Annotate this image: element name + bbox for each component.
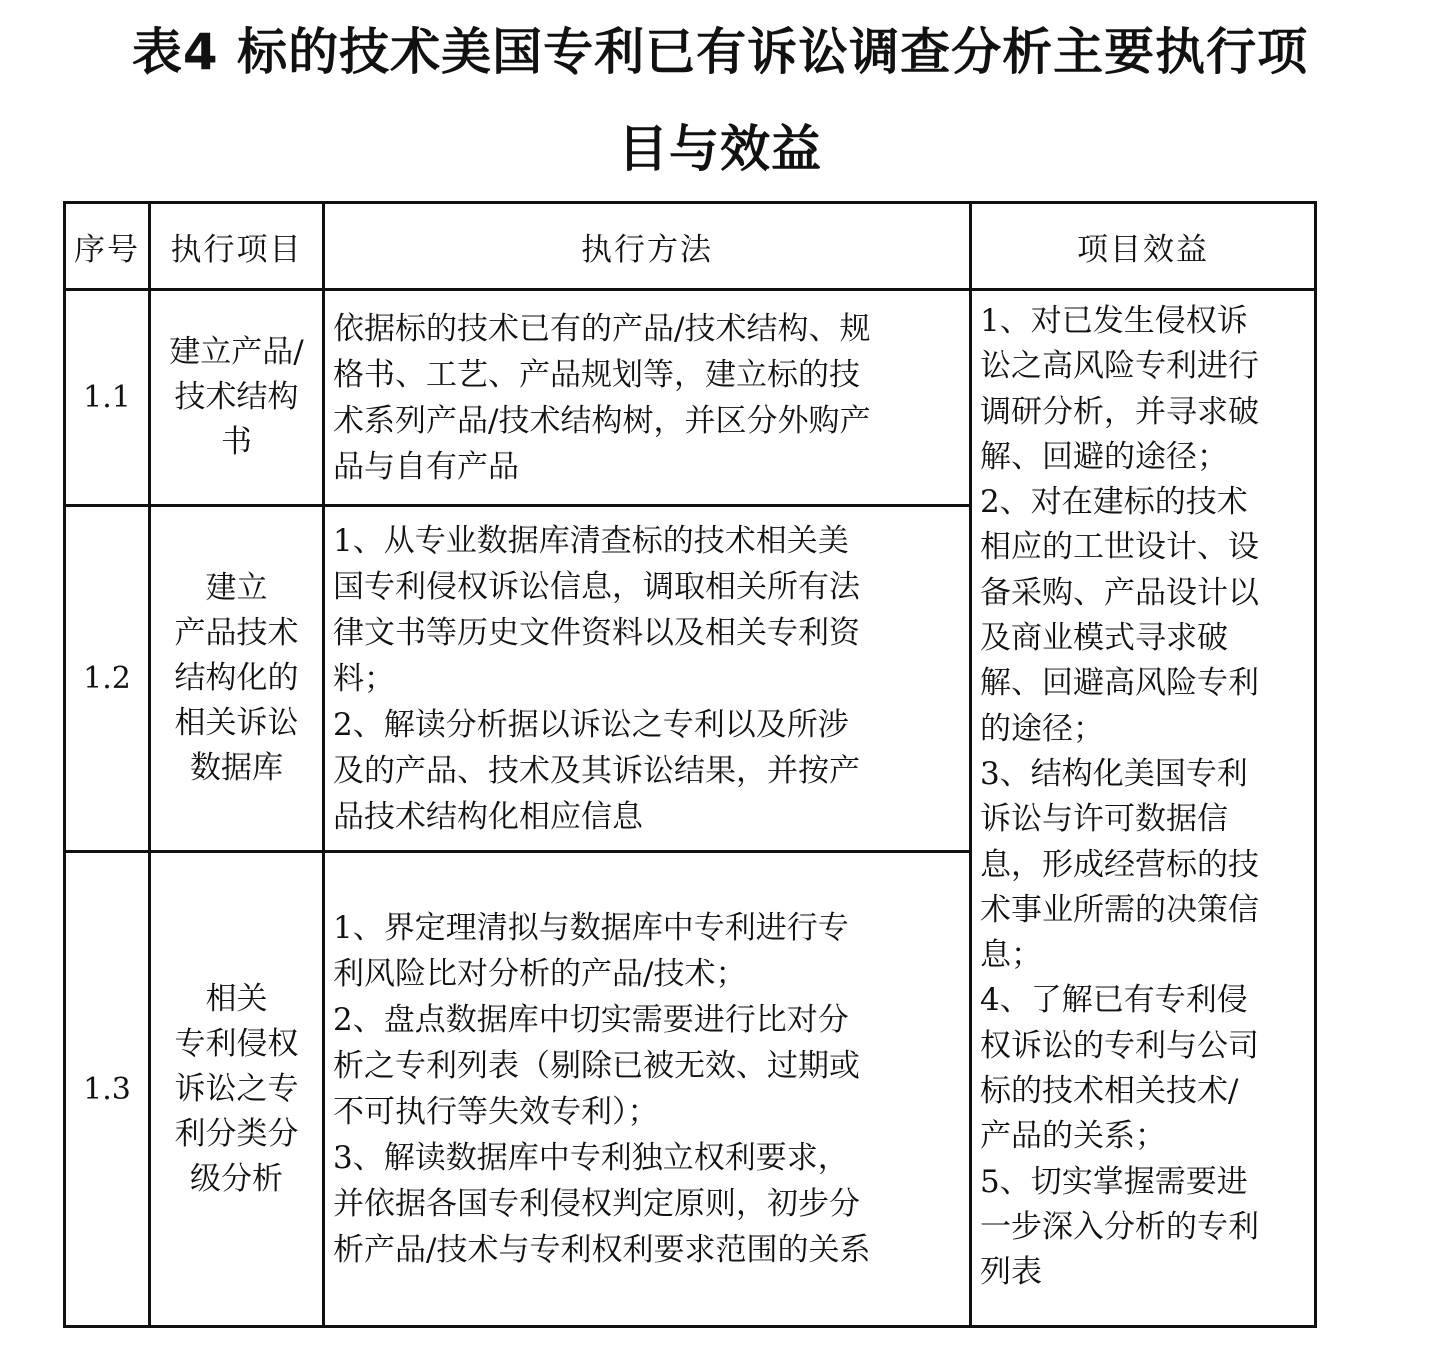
- row-1-item: [151, 291, 322, 504]
- benefit-line: 及商业模式寻求破: [980, 620, 1228, 657]
- row-1-method-line: 品与自有产品: [333, 448, 519, 485]
- row-1-method-line: 依据标的技术已有的产品/技术结构、规: [333, 310, 871, 347]
- benefit-line: 相应的工世设计、设: [980, 529, 1259, 566]
- row-2-method-line: 及的产品、技术及其诉讼结果，并按产: [333, 752, 860, 789]
- row-2-item-line: 数据库: [190, 750, 283, 786]
- benefit-line: 息；: [980, 937, 1042, 974]
- row-3-seq: 1.3: [83, 1071, 131, 1107]
- benefit-line: 调研分析，并寻求破: [980, 393, 1259, 430]
- row-2-method-line: 品技术结构化相应信息: [333, 798, 643, 835]
- row-3-method-line: 3、解读数据库中专利独立权利要求，: [333, 1140, 849, 1176]
- row-1-item-line: 建立产品/: [169, 334, 304, 370]
- benefit-line: 诉讼与许可数据信: [980, 801, 1228, 838]
- row-1-item-line: 技术结构: [174, 379, 299, 415]
- row-3-method-line: 不可执行等失效专利）；: [333, 1094, 659, 1130]
- benefit-line: 的途径；: [980, 710, 1104, 747]
- row-3-item-line: 专利侵权: [174, 1025, 299, 1062]
- benefit-line: 息，形成经营标的技: [980, 846, 1259, 883]
- row-2-method: [325, 507, 969, 850]
- benefit-line: 解、回避高风险专利: [980, 665, 1259, 702]
- row-3-item-line: 诉讼之专: [174, 1070, 299, 1107]
- benefit-line: 1、对已发生侵权诉: [980, 303, 1248, 339]
- header-seq: 序号: [74, 231, 140, 268]
- benefit-line: 5、切实掌握需要进: [980, 1163, 1248, 1200]
- benefit-line: 3、结构化美国专利: [980, 755, 1248, 792]
- row-3-method: [325, 853, 969, 1325]
- benefit-line: 4、了解已有专利侵: [980, 982, 1248, 1019]
- benefit-line: 讼之高风险专利进行: [980, 348, 1259, 385]
- row-1-item-line: 书: [220, 424, 252, 460]
- row-3-item: [151, 853, 322, 1325]
- row-3-item-line: 相关: [205, 980, 268, 1017]
- row-3-item-line: 利分类分: [174, 1115, 299, 1152]
- row-1-method-line: 格书、工艺、产品规划等，建立标的技: [333, 356, 860, 393]
- row-3-method-line: 2、盘点数据库中切实需要进行比对分: [333, 1002, 849, 1038]
- row-2-seq: 1.2: [83, 661, 131, 696]
- row-2-method-line: 料；: [333, 660, 395, 697]
- benefit-line: 术事业所需的决策信: [980, 891, 1259, 928]
- row-2-item-line: 建立: [205, 570, 268, 606]
- table-title-line-2: 目与效益: [618, 120, 822, 178]
- row-2-method-line: 1、从专业数据库清查标的技术相关美: [333, 522, 849, 559]
- row-2-method-line: 律文书等历史文件资料以及相关专利资: [333, 614, 860, 651]
- benefit-line: 备采购、产品设计以: [980, 574, 1259, 611]
- benefit-line: 2、对在建标的技术: [980, 484, 1248, 521]
- row-1-method-line: 术系列产品/技术结构树，并区分外购产: [333, 402, 871, 439]
- table-bottom-border: [63, 1325, 1317, 1328]
- table-title-line-1: 表4 标的技术美国专利已有诉讼调查分析主要执行项: [131, 23, 1309, 81]
- row-2-item-line: 产品技术: [174, 615, 299, 651]
- header-benefit: 项目效益: [1077, 231, 1209, 268]
- benefit-line: 标的技术相关技术/: [980, 1073, 1239, 1110]
- row-3-method-line: 利风险比对分析的产品/技术；: [333, 956, 747, 992]
- benefit-line: 一步深入分析的专利: [980, 1208, 1259, 1245]
- row-1-method: [325, 291, 969, 504]
- benefit-line: 解、回避的途径；: [980, 438, 1228, 475]
- row-3-method-line: 析产品/技术与专利权利要求范围的关系: [333, 1232, 871, 1268]
- row-1-seq: 1.1: [83, 380, 131, 415]
- row-2-method-line: 2、解读分析据以诉讼之专利以及所涉: [333, 706, 849, 743]
- benefit-line: 权诉讼的专利与公司: [980, 1027, 1259, 1064]
- benefit-line: 产品的关系；: [980, 1118, 1166, 1155]
- row-2-item: [151, 507, 322, 850]
- table-right-border: [1314, 201, 1317, 1328]
- row-3-method-line: 析之专利列表（剔除已被无效、过期或: [333, 1048, 860, 1084]
- header-item: 执行项目: [170, 231, 303, 268]
- row-3-method-line: 并依据各国专利侵权判定原则，初步分: [333, 1186, 860, 1222]
- row-2-item-line: 结构化的: [174, 660, 299, 696]
- row-3-method-line: 1、界定理清拟与数据库中专利进行专: [333, 910, 849, 946]
- row-2-method-line: 国专利侵权诉讼信息，调取相关所有法: [333, 568, 860, 605]
- benefit-cell: [972, 291, 1314, 1325]
- row-3-item-line: 级分析: [190, 1160, 283, 1197]
- row-2-item-line: 相关诉讼: [174, 705, 299, 741]
- header-method: 执行方法: [581, 231, 713, 268]
- benefit-line: 列表: [980, 1254, 1042, 1291]
